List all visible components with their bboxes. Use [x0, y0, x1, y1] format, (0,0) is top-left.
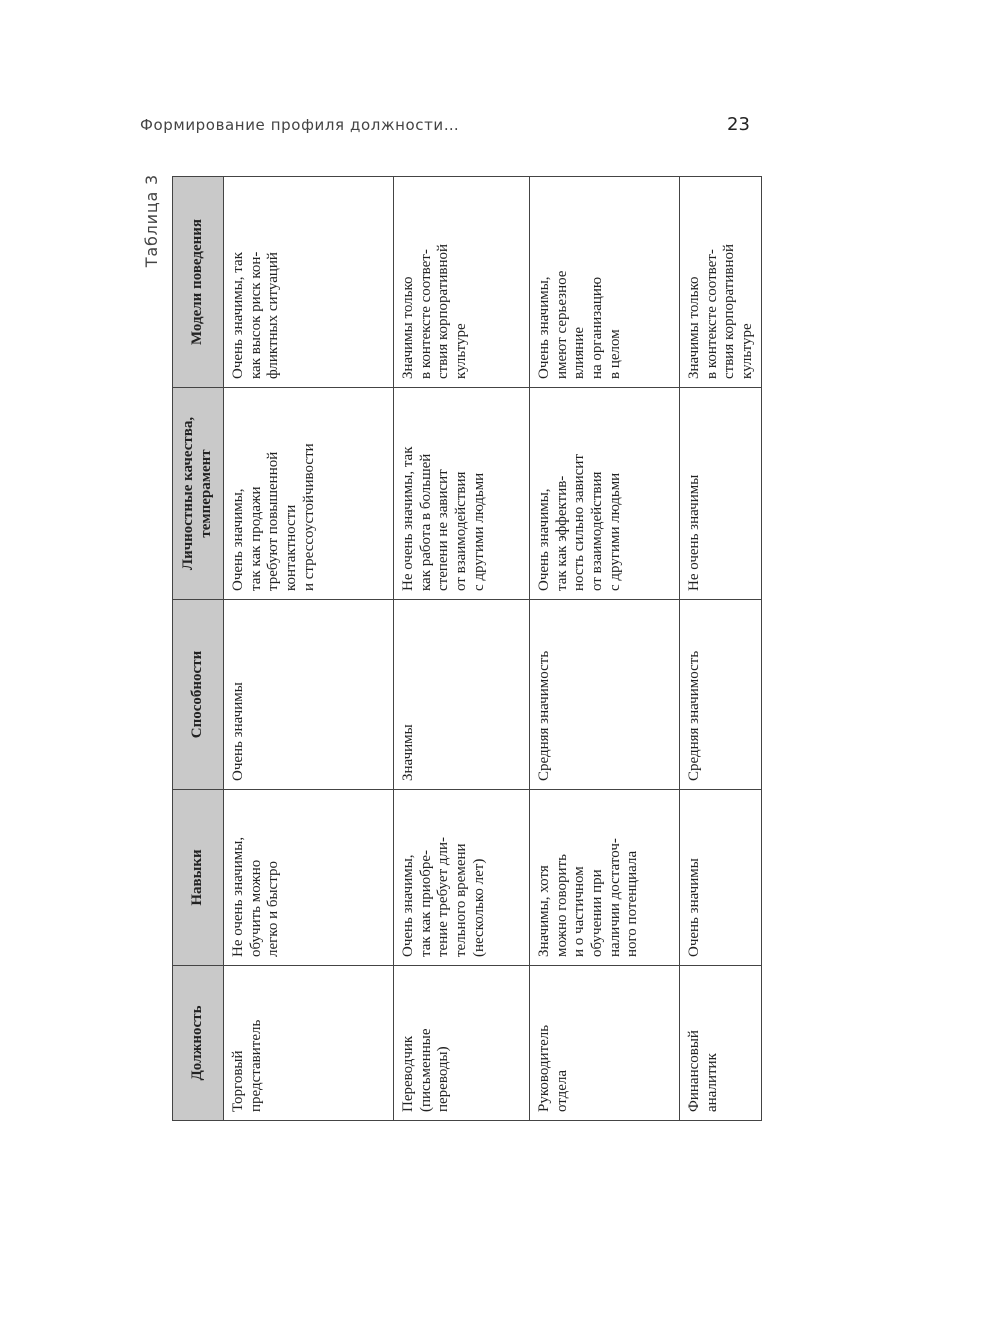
table-cell: Торговый представитель [224, 966, 394, 1121]
table-caption-container [140, 174, 164, 274]
column-header-position: Должность [173, 966, 224, 1121]
table-cell: Очень значимы [680, 790, 762, 966]
table-cell: Очень значимы, так как приобре- тение требует дли- тельного времени (несколько лет) [394, 790, 530, 966]
table-cell: Очень значимы, так как эффектив- ность сильно зависит от взаимодействия с другими людьми [530, 388, 680, 600]
column-header-behavior-models: Модели поведения [173, 177, 224, 388]
table-cell: Не очень значимы [680, 388, 762, 600]
table-row [394, 177, 530, 1121]
table-row [530, 177, 680, 1121]
table-cell: Очень значимы, так как высок риск кон- фликтных ситуаций [224, 177, 394, 388]
table-cell: Средняя значимость [530, 600, 680, 790]
table-cell: Очень значимы [224, 600, 394, 790]
table-cell: Значимы [394, 600, 530, 790]
table-header-row [173, 177, 224, 1121]
column-header-personality: Личностные качества, темперамент [173, 388, 224, 600]
table-cell: Значимы только в контексте соответ- ствия корпоративной культуре [394, 177, 530, 388]
table-cell: Не очень значимы, так как работа в большей степени не зависит от взаимодействия с другими людьми [394, 388, 530, 600]
table-row [224, 177, 394, 1121]
table-caption: Таблица 3 [142, 174, 161, 268]
data-table [172, 176, 762, 1121]
table-container [172, 177, 756, 1121]
table-cell: Средняя значимость [680, 600, 762, 790]
column-header-abilities: Способности [173, 600, 224, 790]
table-cell: Значимы, хотя можно говорить и о частичном обучении при наличии достаточ- ного потенциала [530, 790, 680, 966]
running-title: Формирование профиля должности… [140, 116, 460, 134]
page-number: 23 [727, 114, 750, 135]
table-cell: Руководитель отдела [530, 966, 680, 1121]
table-cell: Финансовый аналитик [680, 966, 762, 1121]
column-header-skills: Навыки [173, 790, 224, 966]
table-cell: Значимы только в контексте соответ- ствия корпоративной культуре [680, 177, 762, 388]
table-cell: Переводчик (письменные переводы) [394, 966, 530, 1121]
table-cell: Не очень значимы, обучить можно легко и быстро [224, 790, 394, 966]
table-cell: Очень значимы, имеют серьезное влияние на организацию в целом [530, 177, 680, 388]
table-cell: Очень значимы, так как продажи требуют повышенной контактности и стрессоустойчивости [224, 388, 394, 600]
table-row [680, 177, 762, 1121]
